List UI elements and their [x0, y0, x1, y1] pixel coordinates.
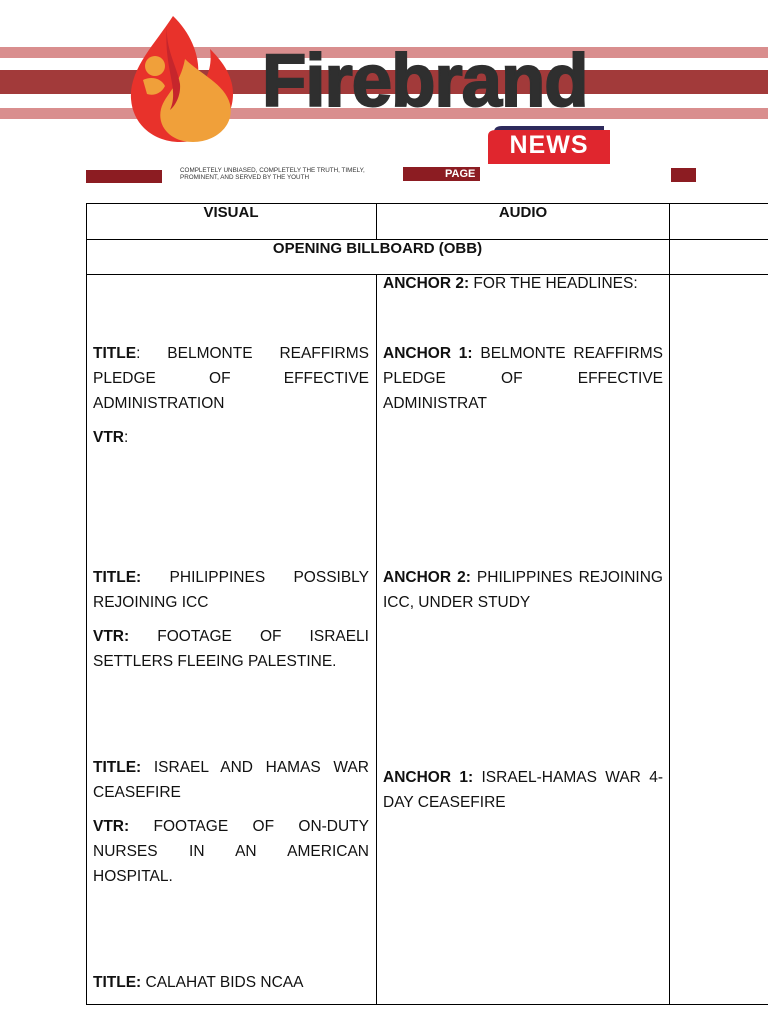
- page-label-box: [403, 167, 480, 181]
- speaker-label: ANCHOR 2:: [383, 275, 470, 292]
- story-3-audio: [383, 765, 663, 815]
- audio-line: BELMONTE REAFFIRMS PLEDGE OF EFFECTIVE ADMINISTRAT: [383, 345, 663, 412]
- vtr-description: FOOTAGE OF ON-DUTY NURSES IN AN AMERICAN HOSPITAL.: [93, 818, 369, 885]
- news-badge: NEWS: [509, 131, 589, 159]
- vtr-description: FOOTAGE OF ISRAELI SETTLERS FLEEING PALESTINE.: [93, 628, 369, 670]
- table-border-left: [86, 203, 87, 1005]
- header-accent-bar-right: [671, 168, 696, 182]
- title-label: TITLE:: [93, 759, 142, 776]
- audio-line: ISRAEL-HAMAS WAR 4-DAY CEASEFIRE: [383, 769, 663, 811]
- vtr-label: VTR:: [93, 628, 130, 645]
- speaker-label: ANCHOR 2:: [383, 569, 471, 586]
- story-2-audio: [383, 565, 663, 615]
- story-1-audio: [383, 341, 663, 416]
- audio-line: PHILIPPINES REJOINING ICC, UNDER STUDY: [383, 569, 663, 611]
- audio-intro: [383, 271, 663, 296]
- flame-logo-icon: [125, 14, 240, 144]
- page-label: PAGE: [445, 168, 476, 180]
- title-label: TITLE:: [93, 974, 142, 991]
- story-2-visual: [93, 565, 369, 674]
- audio-line: FOR THE HEADLINES:: [469, 275, 638, 292]
- column-header-visual: VISUAL: [203, 204, 259, 221]
- story-1-visual: [93, 341, 369, 450]
- story-title: PHILIPPINES POSSIBLY REJOINING ICC: [93, 569, 369, 611]
- rundown-table: [86, 203, 768, 1005]
- story-title: BELMONTE REAFFIRMS PLEDGE OF EFFECTIVE ADMINISTRATION: [93, 345, 369, 412]
- table-column-divider: [669, 203, 670, 1005]
- column-header-audio: AUDIO: [498, 204, 548, 221]
- story-3-visual: [93, 755, 369, 889]
- tagline: COMPLETELY UNBIASED, COMPLETELY THE TRUTH, TIMELY, PROMINENT, AND SERVED BY THE YOUTH: [180, 167, 365, 182]
- story-title: ISRAEL AND HAMAS WAR CEASEFIRE: [93, 759, 369, 801]
- story-4-visual: [93, 970, 369, 995]
- opening-billboard-row: OPENING BILLBOARD (OBB): [272, 240, 483, 257]
- table-border-bottom: [86, 1004, 768, 1005]
- vtr-label: VTR:: [93, 818, 130, 835]
- story-title: CALAHAT BIDS NCAA: [141, 974, 304, 991]
- header-accent-bar-left: [86, 170, 162, 183]
- title-label: TITLE:: [93, 569, 142, 586]
- label-separator: :: [136, 345, 141, 362]
- brand-wordmark: Firebrand: [262, 39, 588, 122]
- vtr-label: VTR: [93, 429, 124, 446]
- title-label: TITLE: [93, 345, 137, 362]
- label-separator: :: [124, 429, 129, 446]
- table-column-divider: [376, 274, 377, 1005]
- speaker-label: ANCHOR 1:: [383, 345, 473, 362]
- speaker-label: ANCHOR 1:: [383, 769, 474, 786]
